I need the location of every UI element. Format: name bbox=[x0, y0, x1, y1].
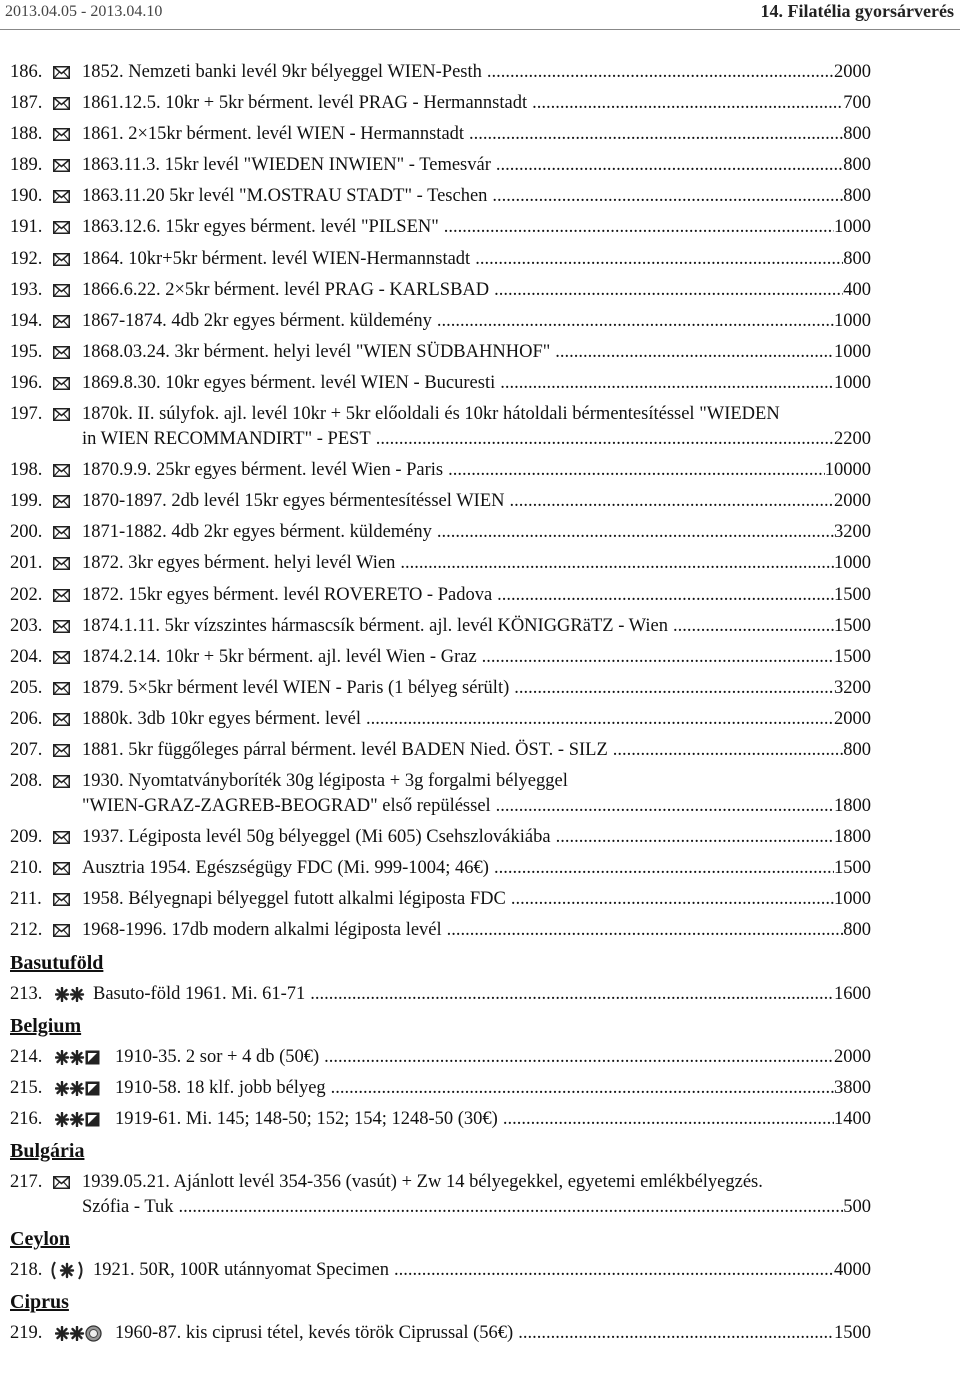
lot-price: 1500 bbox=[834, 584, 871, 605]
lot-item bbox=[0, 1076, 960, 1101]
lot-description-line bbox=[82, 278, 871, 303]
lot-symbol bbox=[53, 918, 70, 943]
lot-number: 189. bbox=[10, 155, 43, 176]
lot-description: "WIEN-GRAZ-ZAGREB-BEOGRAD" első repüléssel bbox=[82, 796, 491, 817]
lot-item bbox=[0, 614, 960, 639]
lot-description: 1863.11.3. 15kr levél "WIEDEN INWIEN" - Temesvár bbox=[82, 155, 491, 176]
lot-price: 800 bbox=[843, 124, 871, 145]
lot-item bbox=[0, 825, 960, 850]
lot-price: 10000 bbox=[824, 460, 871, 481]
lot-number: 191. bbox=[10, 217, 43, 238]
lot-description: Ausztria 1954. Egészségügy FDC (Mi. 999-1004; 46€) bbox=[82, 858, 489, 879]
lot-description-line bbox=[82, 122, 871, 147]
envelope-icon bbox=[53, 775, 70, 788]
lot-number: 211. bbox=[10, 889, 42, 910]
lot-price: 4000 bbox=[834, 1260, 871, 1280]
lot-description: 1919-61. Mi. 145; 148-50; 152; 154; 1248-50 (30€) bbox=[115, 1108, 498, 1129]
lot-symbol bbox=[53, 676, 70, 701]
envelope-icon bbox=[53, 1176, 70, 1189]
lot-description: 1868.03.24. 3kr bérment. helyi levél "WIEN SÜDBAHNHOF" bbox=[82, 341, 551, 362]
envelope-icon bbox=[53, 526, 70, 539]
lot-description-line bbox=[115, 1045, 871, 1070]
envelope-icon bbox=[53, 620, 70, 633]
lot-symbol bbox=[53, 887, 70, 912]
lot-item bbox=[0, 489, 960, 514]
lot-description: 1937. Légiposta levél 50g bélyeggel (Mi 605) Csehszlovákiába bbox=[82, 827, 551, 848]
lot-number: 207. bbox=[10, 739, 43, 760]
lot-item bbox=[0, 1321, 960, 1346]
lot-price: 1000 bbox=[834, 889, 871, 910]
lot-description: 1910-35. 2 sor + 4 db (50€) bbox=[115, 1046, 320, 1067]
lot-price: 1400 bbox=[834, 1108, 871, 1129]
lot-description: 1863.12.6. 15kr egyes bérment. levél "PILSEN" bbox=[82, 217, 439, 238]
stamp-block-icon bbox=[85, 1050, 100, 1065]
page-title: 14. Filatélia gyorsárverés bbox=[760, 1, 954, 21]
envelope-icon bbox=[53, 315, 70, 328]
lot-description-line bbox=[82, 340, 871, 365]
envelope-icon bbox=[53, 682, 70, 695]
envelope-icon bbox=[53, 557, 70, 570]
lot-description-line bbox=[82, 458, 871, 483]
lot-item bbox=[0, 340, 960, 365]
envelope-icon bbox=[53, 651, 70, 664]
dot-leader bbox=[366, 707, 834, 732]
lot-price: 3200 bbox=[834, 522, 871, 543]
lot-item bbox=[0, 982, 960, 1007]
lot-price: 1000 bbox=[834, 372, 871, 393]
lot-description: 1968-1996. 17db modern alkalmi légiposta levél bbox=[82, 920, 442, 941]
lot-price: 1500 bbox=[834, 646, 871, 667]
lot-symbol bbox=[53, 371, 70, 396]
lot-symbol bbox=[53, 489, 70, 514]
lot-number: 188. bbox=[10, 124, 43, 145]
lot-item bbox=[0, 645, 960, 670]
lot-item bbox=[0, 402, 960, 452]
lot-description-line bbox=[82, 1195, 871, 1220]
dot-leader bbox=[496, 153, 843, 178]
lot-item bbox=[0, 1045, 960, 1070]
lot-symbol bbox=[53, 215, 70, 240]
asterisk-pair-icon bbox=[55, 987, 85, 1002]
lot-price: 800 bbox=[843, 186, 871, 207]
lot-price: 1500 bbox=[834, 615, 871, 636]
lot-symbol bbox=[49, 1258, 85, 1283]
dot-leader bbox=[444, 215, 834, 240]
lot-number: 199. bbox=[10, 491, 43, 512]
lot-item bbox=[0, 738, 960, 763]
lot-symbol bbox=[53, 645, 70, 670]
lot-description-line bbox=[82, 707, 871, 732]
lot-description-line bbox=[82, 856, 871, 881]
lot-description: 1861.12.5. 10kr + 5kr bérment. levél PRAG - Hermannstadt bbox=[82, 93, 528, 114]
lot-symbol bbox=[53, 91, 70, 116]
dot-leader bbox=[437, 309, 834, 334]
lot-price: 2000 bbox=[834, 62, 871, 82]
lot-number: 198. bbox=[10, 460, 43, 481]
lot-symbol bbox=[53, 309, 70, 334]
envelope-icon bbox=[53, 495, 70, 508]
lot-number: 215. bbox=[10, 1077, 43, 1098]
section-heading: Belgium bbox=[10, 1014, 82, 1037]
lot-description-line bbox=[82, 887, 871, 912]
lot-description-line bbox=[82, 520, 871, 545]
dot-leader bbox=[487, 60, 834, 85]
date-range: 2013.04.05 - 2013.04.10 bbox=[5, 3, 163, 20]
dot-leader bbox=[503, 1107, 834, 1132]
lot-description-line bbox=[82, 918, 871, 943]
lot-description-line bbox=[82, 371, 871, 396]
lot-description-line bbox=[82, 825, 871, 850]
lot-description-line bbox=[82, 645, 871, 670]
dot-leader bbox=[494, 278, 843, 303]
lot-symbol bbox=[53, 707, 70, 732]
lot-price: 1000 bbox=[834, 553, 871, 574]
lot-description-line bbox=[82, 309, 871, 334]
lot-item bbox=[0, 215, 960, 240]
lot-item bbox=[0, 1170, 960, 1220]
lot-description: 1869.8.30. 10kr egyes bérment. levél WIEN - Bucuresti bbox=[82, 372, 496, 393]
lot-number: 193. bbox=[10, 279, 43, 300]
stamp-block-icon bbox=[85, 1112, 100, 1127]
dot-leader bbox=[500, 371, 834, 396]
dot-leader bbox=[496, 794, 834, 819]
lot-item bbox=[0, 60, 960, 85]
lot-price: 800 bbox=[843, 155, 871, 176]
lot-description: 1866.6.22. 2×5kr bérment. levél PRAG - KARLSBAD bbox=[82, 279, 490, 300]
envelope-icon bbox=[53, 713, 70, 726]
lot-price: 800 bbox=[843, 248, 871, 269]
envelope-icon bbox=[53, 284, 70, 297]
lot-description: 1880k. 3db 10kr egyes bérment. levél bbox=[82, 708, 361, 729]
lot-item bbox=[0, 153, 960, 178]
lot-item bbox=[0, 184, 960, 209]
lot-symbol bbox=[55, 982, 85, 1007]
lot-item bbox=[0, 887, 960, 912]
lot-number: 203. bbox=[10, 615, 43, 636]
page-header bbox=[0, 0, 960, 28]
dot-leader bbox=[437, 520, 834, 545]
lot-number: 206. bbox=[10, 708, 43, 729]
lot-number: 217. bbox=[10, 1171, 43, 1192]
lot-number: 210. bbox=[10, 858, 43, 879]
lot-description: 1872. 15kr egyes bérment. levél ROVERETO - Padova bbox=[82, 584, 493, 605]
lot-symbol bbox=[53, 402, 70, 427]
lot-item bbox=[0, 91, 960, 116]
lot-description: 1863.11.20 5kr levél "M.OSTRAU STADT" - Teschen bbox=[82, 186, 488, 207]
lot-item bbox=[0, 122, 960, 147]
lot-description-line bbox=[82, 153, 871, 178]
lot-price: 2000 bbox=[834, 708, 871, 729]
lot-price: 1600 bbox=[834, 983, 871, 1004]
envelope-icon bbox=[53, 159, 70, 172]
envelope-icon bbox=[53, 377, 70, 390]
lot-item bbox=[0, 856, 960, 881]
lot-description: 1864. 10kr+5kr bérment. levél WIEN-Hermannstadt bbox=[82, 248, 471, 269]
asterisk-pair-icon bbox=[55, 1326, 85, 1341]
lot-description-line bbox=[82, 60, 871, 85]
lot-price: 3200 bbox=[834, 677, 871, 698]
lot-price: 1500 bbox=[834, 1323, 871, 1344]
lot-number: 214. bbox=[10, 1046, 43, 1067]
dot-leader bbox=[448, 458, 825, 483]
lot-price: 2000 bbox=[834, 491, 871, 512]
lot-description: 1958. Bélyegnapi bélyeggel futott alkalmi légiposta FDC bbox=[82, 889, 506, 910]
lot-number: 209. bbox=[10, 827, 43, 848]
auction-list bbox=[0, 60, 960, 1352]
header-divider bbox=[0, 29, 960, 30]
lot-description-line bbox=[115, 1107, 871, 1132]
lot-symbol bbox=[55, 1321, 102, 1346]
envelope-icon bbox=[53, 253, 70, 266]
lot-symbol bbox=[53, 614, 70, 639]
lot-symbol bbox=[55, 1076, 100, 1101]
lot-description: 1872. 3kr egyes bérment. helyi levél Wien bbox=[82, 553, 396, 574]
dot-leader bbox=[673, 614, 834, 639]
envelope-icon bbox=[53, 589, 70, 602]
lot-number: 192. bbox=[10, 248, 43, 269]
lot-number: 205. bbox=[10, 677, 43, 698]
lot-description: 1867-1874. 4db 2kr egyes bérment. küldemény bbox=[82, 310, 432, 331]
lot-description-line bbox=[93, 1258, 871, 1283]
lot-description-line bbox=[82, 614, 871, 639]
lot-price: 1000 bbox=[834, 310, 871, 331]
lot-item bbox=[0, 309, 960, 334]
lot-price: 2000 bbox=[834, 1046, 871, 1067]
envelope-icon bbox=[53, 66, 70, 79]
dot-leader bbox=[394, 1258, 834, 1283]
stamp-block-icon bbox=[85, 1081, 100, 1096]
lot-item bbox=[0, 676, 960, 701]
lot-number: 190. bbox=[10, 186, 43, 207]
lot-symbol bbox=[53, 825, 70, 850]
lot-number: 187. bbox=[10, 93, 43, 114]
dot-leader bbox=[447, 918, 844, 943]
lot-item bbox=[0, 520, 960, 545]
lot-number: 208. bbox=[10, 771, 43, 792]
lot-symbol bbox=[55, 1107, 100, 1132]
lot-symbol bbox=[53, 122, 70, 147]
lot-item bbox=[0, 458, 960, 483]
lot-description-line bbox=[93, 982, 871, 1007]
lot-symbol bbox=[53, 458, 70, 483]
asterisk-pair-icon bbox=[49, 1261, 85, 1280]
envelope-icon bbox=[53, 346, 70, 359]
lot-item bbox=[0, 918, 960, 943]
lot-description-line bbox=[82, 184, 871, 209]
lot-item bbox=[0, 769, 960, 819]
lot-description-line bbox=[82, 91, 871, 116]
dot-leader bbox=[376, 427, 834, 452]
lot-item bbox=[0, 1107, 960, 1132]
lot-symbol bbox=[53, 769, 70, 794]
section-heading: Ceylon bbox=[10, 1228, 70, 1250]
lot-description: 1939.05.21. Ajánlott levél 354-356 (vasút) + Zw 14 bélyegekkel, egyetemi emlékbélyegzés. bbox=[82, 1171, 763, 1192]
section-heading: Ciprus bbox=[10, 1291, 69, 1314]
lot-number: 218. bbox=[10, 1260, 43, 1280]
dot-leader bbox=[469, 122, 843, 147]
lot-number: 196. bbox=[10, 372, 43, 393]
lot-price: 700 bbox=[843, 93, 871, 114]
lot-description-line bbox=[115, 1076, 871, 1101]
lot-price: 500 bbox=[843, 1196, 871, 1217]
dot-leader bbox=[492, 184, 843, 209]
lot-description-line bbox=[82, 738, 871, 763]
lot-price: 1000 bbox=[834, 217, 871, 238]
envelope-icon bbox=[53, 744, 70, 757]
lot-number: 197. bbox=[10, 404, 43, 425]
lot-symbol bbox=[53, 1170, 70, 1195]
lot-description: Szófia - Tuk bbox=[82, 1196, 174, 1217]
lot-symbol bbox=[53, 340, 70, 365]
lot-symbol bbox=[53, 278, 70, 303]
asterisk-pair-icon bbox=[55, 1081, 85, 1096]
lot-description: 1960-87. kis ciprusi tétel, kevés török Ciprussal (56€) bbox=[115, 1323, 514, 1344]
dot-leader bbox=[509, 489, 834, 514]
dot-leader bbox=[494, 856, 834, 881]
lot-number: 219. bbox=[10, 1323, 43, 1344]
envelope-icon bbox=[53, 924, 70, 937]
dot-leader bbox=[179, 1195, 844, 1220]
lot-description-line bbox=[82, 583, 871, 608]
lot-number: 202. bbox=[10, 584, 43, 605]
lot-description: 1910-58. 18 klf. jobb bélyeg bbox=[115, 1077, 326, 1098]
lot-symbol bbox=[53, 60, 70, 85]
lot-item bbox=[0, 1258, 960, 1283]
lot-item bbox=[0, 551, 960, 576]
lot-symbol bbox=[55, 1045, 100, 1070]
envelope-icon bbox=[53, 221, 70, 234]
lot-description-line bbox=[82, 247, 871, 272]
lot-description: 1871-1882. 4db 2kr egyes bérment. küldemény bbox=[82, 522, 432, 543]
envelope-icon bbox=[53, 408, 70, 421]
lot-description: 1861. 2×15kr bérment. levél WIEN - Hermannstadt bbox=[82, 124, 465, 145]
dot-leader bbox=[511, 887, 834, 912]
lot-description: 1870-1897. 2db levél 15kr egyes bérmentesítéssel WIEN bbox=[82, 491, 505, 512]
dot-leader bbox=[331, 1076, 834, 1101]
lot-symbol bbox=[53, 583, 70, 608]
dot-leader bbox=[497, 583, 834, 608]
lot-symbol bbox=[53, 856, 70, 881]
envelope-icon bbox=[53, 893, 70, 906]
lot-number: 195. bbox=[10, 341, 43, 362]
lot-description: 1874.2.14. 10kr + 5kr bérment. ajl. levél Wien - Graz bbox=[82, 646, 477, 667]
lot-price: 1000 bbox=[834, 341, 871, 362]
lot-number: 186. bbox=[10, 62, 43, 82]
lot-description: 1874.1.11. 5kr vízszintes hármascsík bérment. ajl. levél KÖNIGGRäTZ - Wien bbox=[82, 615, 668, 636]
dot-leader bbox=[518, 1321, 834, 1346]
asterisk-pair-icon bbox=[55, 1050, 85, 1065]
lot-description-line bbox=[82, 427, 871, 452]
envelope-icon bbox=[53, 190, 70, 203]
dot-leader bbox=[475, 247, 843, 272]
lot-number: 204. bbox=[10, 646, 43, 667]
lot-description: 1852. Nemzeti banki levél 9kr bélyeggel WIEN-Pesth bbox=[82, 62, 482, 82]
dot-leader bbox=[556, 825, 834, 850]
lot-description: in WIEN RECOMMANDIRT" - PEST bbox=[82, 429, 371, 450]
lot-price: 1800 bbox=[834, 796, 871, 817]
lot-number: 216. bbox=[10, 1108, 43, 1129]
envelope-icon bbox=[53, 97, 70, 110]
lot-item bbox=[0, 247, 960, 272]
lot-item bbox=[0, 707, 960, 732]
lot-item bbox=[0, 278, 960, 303]
lot-number: 213. bbox=[10, 983, 43, 1004]
lot-price: 400 bbox=[843, 279, 871, 300]
lot-item bbox=[0, 371, 960, 396]
lot-symbol bbox=[53, 520, 70, 545]
lot-description: 1870k. II. súlyfok. ajl. levél 10kr + 5kr előoldali és 10kr hátoldali bérmentesítéssel "WIEDEN bbox=[82, 404, 780, 425]
lot-description-line bbox=[82, 794, 871, 819]
lot-description: 1930. Nyomtatványboríték 30g légiposta + 3g forgalmi bélyeggel bbox=[82, 771, 568, 792]
envelope-icon bbox=[53, 862, 70, 875]
dot-leader bbox=[482, 645, 834, 670]
lot-number: 194. bbox=[10, 310, 43, 331]
lot-price: 2200 bbox=[834, 429, 871, 450]
dot-leader bbox=[324, 1045, 834, 1070]
lot-price: 3800 bbox=[834, 1077, 871, 1098]
dot-leader bbox=[555, 340, 834, 365]
dot-leader bbox=[514, 676, 834, 701]
dot-leader bbox=[613, 738, 843, 763]
lot-price: 800 bbox=[843, 739, 871, 760]
lot-description-line bbox=[115, 1321, 871, 1346]
lot-price: 1800 bbox=[834, 827, 871, 848]
dot-leader bbox=[532, 91, 843, 116]
section-heading: Basutuföld bbox=[10, 951, 104, 974]
lot-price: 1500 bbox=[834, 858, 871, 879]
lot-description-line bbox=[82, 489, 871, 514]
dot-leader bbox=[400, 551, 834, 576]
lot-number: 201. bbox=[10, 553, 43, 574]
lot-symbol bbox=[53, 738, 70, 763]
lot-number: 200. bbox=[10, 522, 43, 543]
envelope-icon bbox=[53, 831, 70, 844]
lot-description: 1881. 5kr függőleges párral bérment. levél BADEN Nied. ÖST. - SILZ bbox=[82, 739, 608, 760]
postmark-icon bbox=[85, 1325, 102, 1342]
asterisk-pair-icon bbox=[55, 1112, 85, 1127]
lot-description-line bbox=[82, 215, 871, 240]
lot-description: Basuto-föld 1961. Mi. 61-71 bbox=[93, 983, 306, 1004]
lot-description-line bbox=[82, 676, 871, 701]
lot-price: 800 bbox=[843, 920, 871, 941]
lot-item bbox=[0, 583, 960, 608]
lot-symbol bbox=[53, 184, 70, 209]
envelope-icon bbox=[53, 128, 70, 141]
lot-number: 212. bbox=[10, 920, 43, 941]
envelope-icon bbox=[53, 464, 70, 477]
dot-leader bbox=[310, 982, 834, 1007]
lot-description-line bbox=[82, 551, 871, 576]
section-heading: Bulgária bbox=[10, 1139, 85, 1162]
lot-symbol bbox=[53, 551, 70, 576]
lot-description: 1870.9.9. 25kr egyes bérment. levél Wien - Paris bbox=[82, 460, 444, 481]
lot-description: 1921. 50R, 100R utánnyomat Specimen bbox=[93, 1260, 389, 1280]
lot-symbol bbox=[53, 247, 70, 272]
lot-symbol bbox=[53, 153, 70, 178]
lot-description: 1879. 5×5kr bérment levél WIEN - Paris (1 bélyeg sérült) bbox=[82, 677, 510, 698]
